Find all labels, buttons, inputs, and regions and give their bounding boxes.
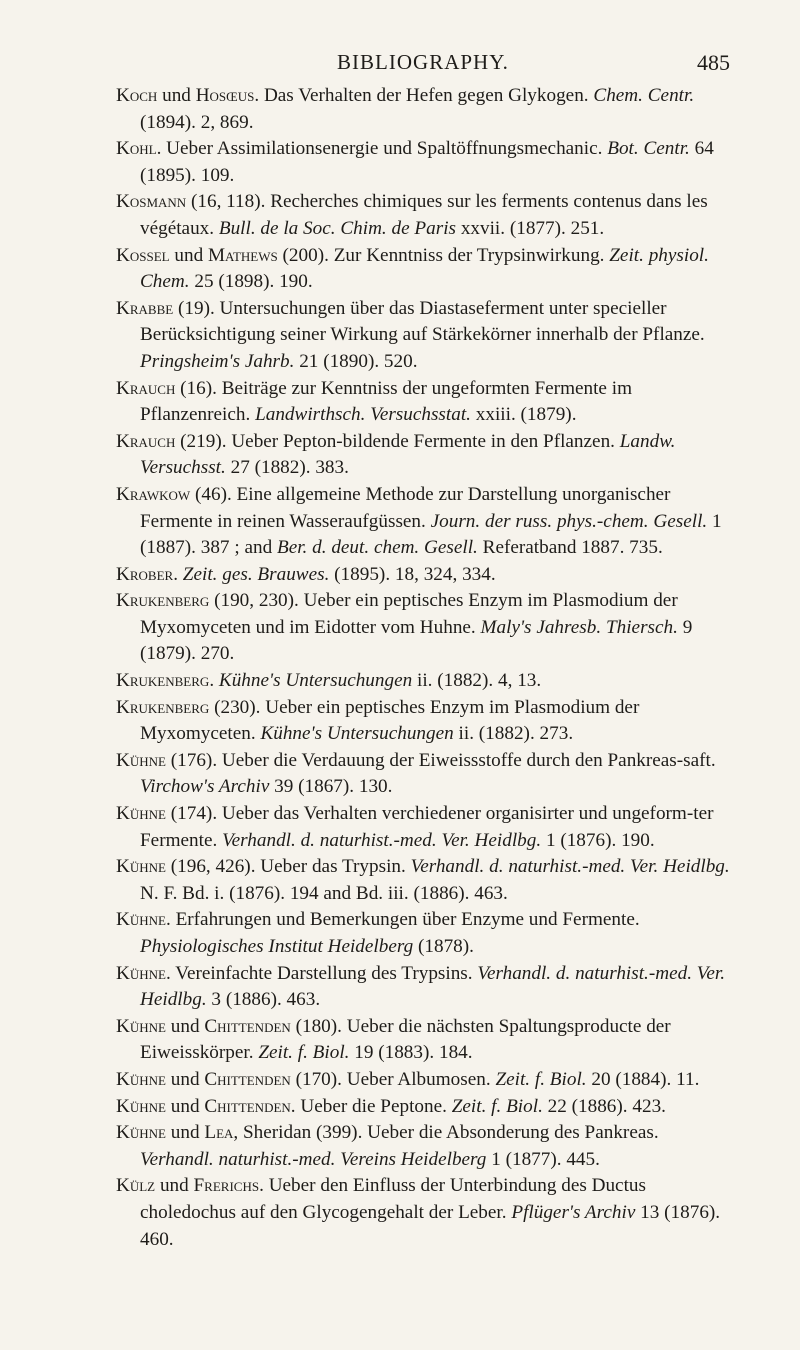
bibliography-list xyxy=(116,83,730,1253)
author-name: Kühne xyxy=(116,962,166,984)
citation-details: 21 (1890). 520. xyxy=(294,350,418,372)
source-title: Zeit. f. Biol. xyxy=(258,1042,350,1064)
entry-text: (174). Ueber das Verhalten verchiedener organisirter und ungeform-ter Fermente. xyxy=(140,803,714,851)
bibliography-entry xyxy=(116,748,730,801)
bibliography-entry xyxy=(116,429,730,482)
author-name: Kühne xyxy=(116,1122,166,1144)
entry-text: . Ueber den Einfluss der Unterbindung des Ductus choledochus auf den Glycogengehalt der Leber. xyxy=(140,1175,646,1223)
bibliography-entry xyxy=(116,376,730,429)
coauthor-name: Chittenden xyxy=(204,1068,291,1090)
source-title: Zeit. f. Biol. xyxy=(451,1095,543,1117)
source-title: Verhandl. naturhist.-med. Vereins Heidelberg xyxy=(140,1148,487,1170)
citation-details-2: Referatband 1887. 735. xyxy=(477,537,663,559)
citation-details: xxvii. (1877). 251. xyxy=(456,217,605,239)
author-name: Kühne xyxy=(116,1015,166,1037)
entry-text: (16). Beiträge zur Kenntniss der ungeformten Fermente im Pflanzenreich. xyxy=(140,377,633,426)
bibliography-entry xyxy=(116,801,730,854)
author-name: Kühne xyxy=(116,1068,166,1090)
entry-text: . xyxy=(173,563,183,585)
entry-text: . xyxy=(209,670,219,692)
source-title: Zeit. f. Biol. xyxy=(495,1068,587,1090)
source-title: Zeit. ges. Brauwes. xyxy=(182,563,330,585)
entry-text: (16, 118). Recherches chimiques sur les ferments contenus dans les végétaux. xyxy=(140,191,708,239)
source-title: Zeit. physiol. Chem. xyxy=(140,244,709,293)
author-name: Külz xyxy=(116,1175,156,1197)
bibliography-entry xyxy=(116,907,730,960)
bibliography-entry xyxy=(116,854,730,907)
running-head xyxy=(116,50,730,84)
entry-text: (46). Eine allgemeine Methode zur Darstellung unorganischer Fermente in reinen Wasseraufgüssen. xyxy=(140,483,671,532)
entry-text: (219). Ueber Pepton-bildende Fermente in den Pflanzen. xyxy=(175,430,620,452)
bibliography-entry xyxy=(116,1173,730,1253)
entry-text: (19). Untersuchungen über das Diastaseferment unter specieller Berücksichtigung seiner Wirkung auf Stärkekörner innerhalb der Pflanze. xyxy=(140,297,705,346)
author-name: Krober xyxy=(116,563,174,585)
bibliography-entry xyxy=(116,1014,730,1067)
source-title: Verhandl. d. naturhist.-med. Ver. Heidlbg. xyxy=(410,856,730,878)
coauthor-name: Lea xyxy=(204,1122,234,1144)
bibliography-entry xyxy=(116,482,730,562)
source-title: Verhandl. d. naturhist.-med. Ver. Heidlbg. xyxy=(140,962,726,1011)
conjunction: und xyxy=(169,244,208,266)
source-title: Landwirthsch. Versuchsstat. xyxy=(255,404,471,426)
author-name: Kühne xyxy=(116,749,166,771)
conjunction: und xyxy=(165,1015,205,1037)
entry-text: . Das Verhalten der Hefen gegen Glykogen. xyxy=(254,85,594,106)
citation-details: 1 (1876). 190. xyxy=(541,829,655,851)
citation-details: (1878). xyxy=(413,936,474,957)
source-title: Verhandl. d. naturhist.-med. Ver. Heidlbg. xyxy=(222,829,542,851)
citation-details: ii. (1882). 4, 13. xyxy=(412,670,542,692)
author-name: Kühne xyxy=(116,909,166,931)
citation-details: 1 (1877). 445. xyxy=(486,1148,600,1170)
coauthor-name: Hosœus xyxy=(195,85,255,106)
running-title: BIBLIOGRAPHY. xyxy=(337,50,509,74)
source-title-2: Ber. d. deut. chem. Gesell. xyxy=(276,537,478,559)
entry-text: . Ueber die Peptone. xyxy=(290,1095,452,1117)
citation-details: 25 (1898). 190. xyxy=(189,271,313,293)
bibliography-entry xyxy=(116,1120,730,1173)
conjunction: und xyxy=(165,1068,205,1090)
author-name: Krukenberg xyxy=(116,696,210,718)
citation-details: ii. (1882). 273. xyxy=(453,723,574,745)
citation-details: 1 (1887). 387 ; and xyxy=(140,510,722,559)
bibliography-entry xyxy=(116,83,730,136)
author-name: Krauch xyxy=(116,430,176,452)
bibliography-entry xyxy=(116,243,730,296)
citation-details: 19 (1883). 184. xyxy=(349,1042,473,1064)
conjunction: und xyxy=(155,1175,194,1197)
entry-text: (190, 230). Ueber ein peptisches Enzym im Plasmodium der Myxomyceten und im Eidotter vom Huhne. xyxy=(140,590,678,638)
conjunction: und xyxy=(157,85,196,106)
citation-details: 39 (1867). 130. xyxy=(269,776,393,798)
author-name: Kohl xyxy=(116,138,157,160)
source-title: Kühne's Untersuchungen xyxy=(260,723,454,745)
citation-details: 27 (1882). 383. xyxy=(225,457,349,479)
bibliography-entry xyxy=(116,562,730,589)
bibliography-entry xyxy=(116,588,730,668)
author-name: Krawkow xyxy=(116,483,191,505)
citation-details: xxiii. (1879). xyxy=(470,404,577,426)
bibliography-entry xyxy=(116,961,730,1014)
bibliography-entry xyxy=(116,1094,730,1121)
entry-text: (230). Ueber ein peptisches Enzym im Plasmodium der Myxomyceten. xyxy=(140,696,640,745)
citation-details: 22 (1886). 423. xyxy=(542,1095,666,1117)
citation-details: (1894). 2, 869. xyxy=(140,111,254,133)
entry-text: . Vereinfachte Darstellung des Trypsins. xyxy=(165,962,478,984)
source-title: Journ. der russ. phys.-chem. Gesell. xyxy=(430,510,708,532)
bibliography-entry xyxy=(116,1067,730,1094)
citation-details: (1895). 18, 324, 334. xyxy=(329,563,496,585)
source-title: Landw. Versuchsst. xyxy=(140,430,676,479)
entry-text: (180). Ueber die nächsten Spaltungsproducte der Eiweisskörper. xyxy=(140,1015,671,1064)
entry-text: (200). Zur Kenntniss der Trypsinwirkung. xyxy=(277,244,610,266)
citation-details: 20 (1884). 11. xyxy=(586,1068,700,1090)
citation-details: N. F. Bd. i. (1876). 194 and Bd. iii. (1886). 463. xyxy=(140,882,508,904)
entry-text: , Sheridan (399). Ueber die Absonderung des Pankreas. xyxy=(233,1122,659,1144)
bibliography-entry xyxy=(116,296,730,376)
source-title: Kühne's Untersuchungen xyxy=(218,670,413,692)
author-name: Kossel xyxy=(116,244,170,266)
source-title: Bot. Centr. xyxy=(607,138,690,160)
author-name: Krabbe xyxy=(116,297,174,319)
source-title: Chem. Centr. xyxy=(593,85,695,106)
author-name: Krauch xyxy=(116,377,176,399)
conjunction: und xyxy=(165,1095,205,1117)
source-title: Maly's Jahresb. Thiersch. xyxy=(480,616,678,638)
author-name: Koch xyxy=(116,85,158,106)
entry-text: (196, 426). Ueber das Trypsin. xyxy=(165,856,411,878)
author-name: Krukenberg xyxy=(116,590,210,612)
citation-details: 9 (1879). 270. xyxy=(140,616,693,665)
entry-text: (170). Ueber Albumosen. xyxy=(290,1068,496,1090)
source-title: Physiologisches Institut Heidelberg xyxy=(140,936,414,957)
coauthor-name: Mathews xyxy=(207,244,278,266)
coauthor-name: Chittenden xyxy=(204,1015,291,1037)
bibliography-entry xyxy=(116,189,730,242)
bibliography-entry xyxy=(116,668,730,695)
author-name: Kosmann xyxy=(116,191,187,213)
entry-text: . Erfahrungen und Bemerkungen über Enzyme und Fermente. xyxy=(165,909,640,931)
author-name: Krukenberg xyxy=(116,670,210,692)
entry-text: . Ueber Assimilationsenergie und Spaltöffnungsmechanic. xyxy=(156,138,608,160)
source-title: Pflüger's Archiv xyxy=(511,1201,636,1223)
author-name: Kühne xyxy=(116,803,166,825)
conjunction: und xyxy=(165,1122,205,1144)
coauthor-name: Chittenden xyxy=(204,1095,291,1117)
citation-details: 3 (1886). 463. xyxy=(206,989,321,1011)
entry-text: (176). Ueber die Verdauung der Eiweissstoffe durch den Pankreas-saft. xyxy=(165,749,716,771)
bibliography-entry xyxy=(116,136,730,189)
source-title: Pringsheim's Jahrb. xyxy=(140,350,295,372)
author-name: Kühne xyxy=(116,1095,166,1117)
source-title: Bull. de la Soc. Chim. de Paris xyxy=(218,217,457,239)
page-number: 485 xyxy=(697,50,730,75)
author-name: Kühne xyxy=(116,856,166,878)
citation-details: 64 (1895). 109. xyxy=(140,138,714,186)
bibliography-entry xyxy=(116,695,730,748)
source-title: Virchow's Archiv xyxy=(140,776,270,798)
coauthor-name: Frerichs xyxy=(193,1175,260,1197)
citation-details: 13 (1876). 460. xyxy=(140,1201,721,1250)
